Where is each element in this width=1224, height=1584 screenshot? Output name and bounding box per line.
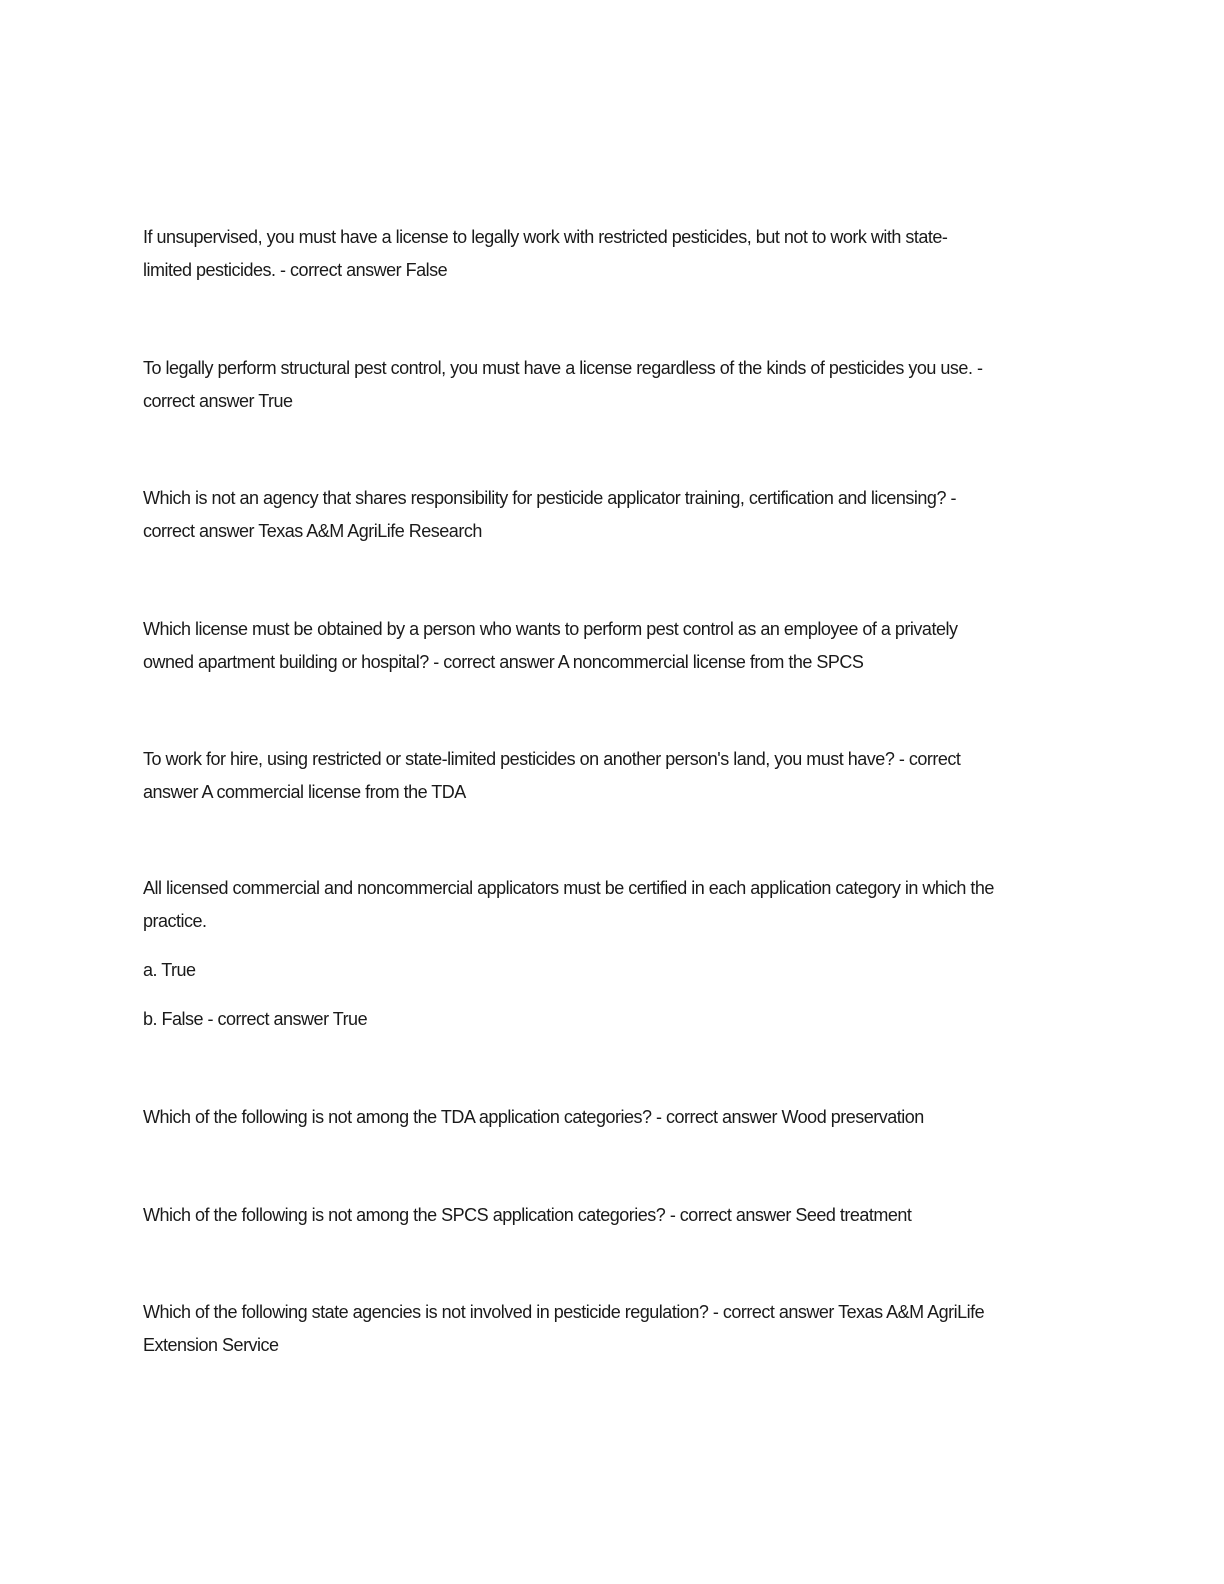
question-line: Which is not an agency that shares responsibility for pesticide applicator training, certification and licensing? - [143,488,956,508]
question-line: If unsupervised, you must have a license to legally work with restricted pesticides, but not to work with state- [143,227,948,247]
question-line: Which license must be obtained by a person who wants to perform pest control as an employee of a privately [143,619,958,639]
answer-line: owned apartment building or hospital? - correct answer A noncommercial license from the SPCS [143,652,864,672]
answer-line: Which of the following is not among the SPCS application categories? - correct answer Seed treatment [143,1205,912,1225]
answer-line: Which of the following is not among the TDA application categories? - correct answer Wood preservation [143,1107,924,1127]
question-line: All licensed commercial and noncommercial applicators must be certified in each application category in which the [143,878,994,898]
question-line: To legally perform structural pest control, you must have a license regardless of the kinds of pesticides you use. - [143,358,983,378]
question-line: practice. [143,911,207,931]
answer-line: correct answer Texas A&M AgriLife Research [143,521,482,541]
option-line: a. True [143,960,196,980]
answer-line: answer A commercial license from the TDA [143,782,466,802]
answer-line: b. False - correct answer True [143,1009,368,1029]
question-line: To work for hire, using restricted or state-limited pesticides on another person's land, you must have? - correct [143,749,961,769]
answer-line: correct answer True [143,391,293,411]
answer-line: Extension Service [143,1335,279,1355]
answer-line: limited pesticides. - correct answer False [143,260,448,280]
question-line: Which of the following state agencies is not involved in pesticide regulation? - correct answer Texas A&M AgriLife [143,1302,985,1322]
